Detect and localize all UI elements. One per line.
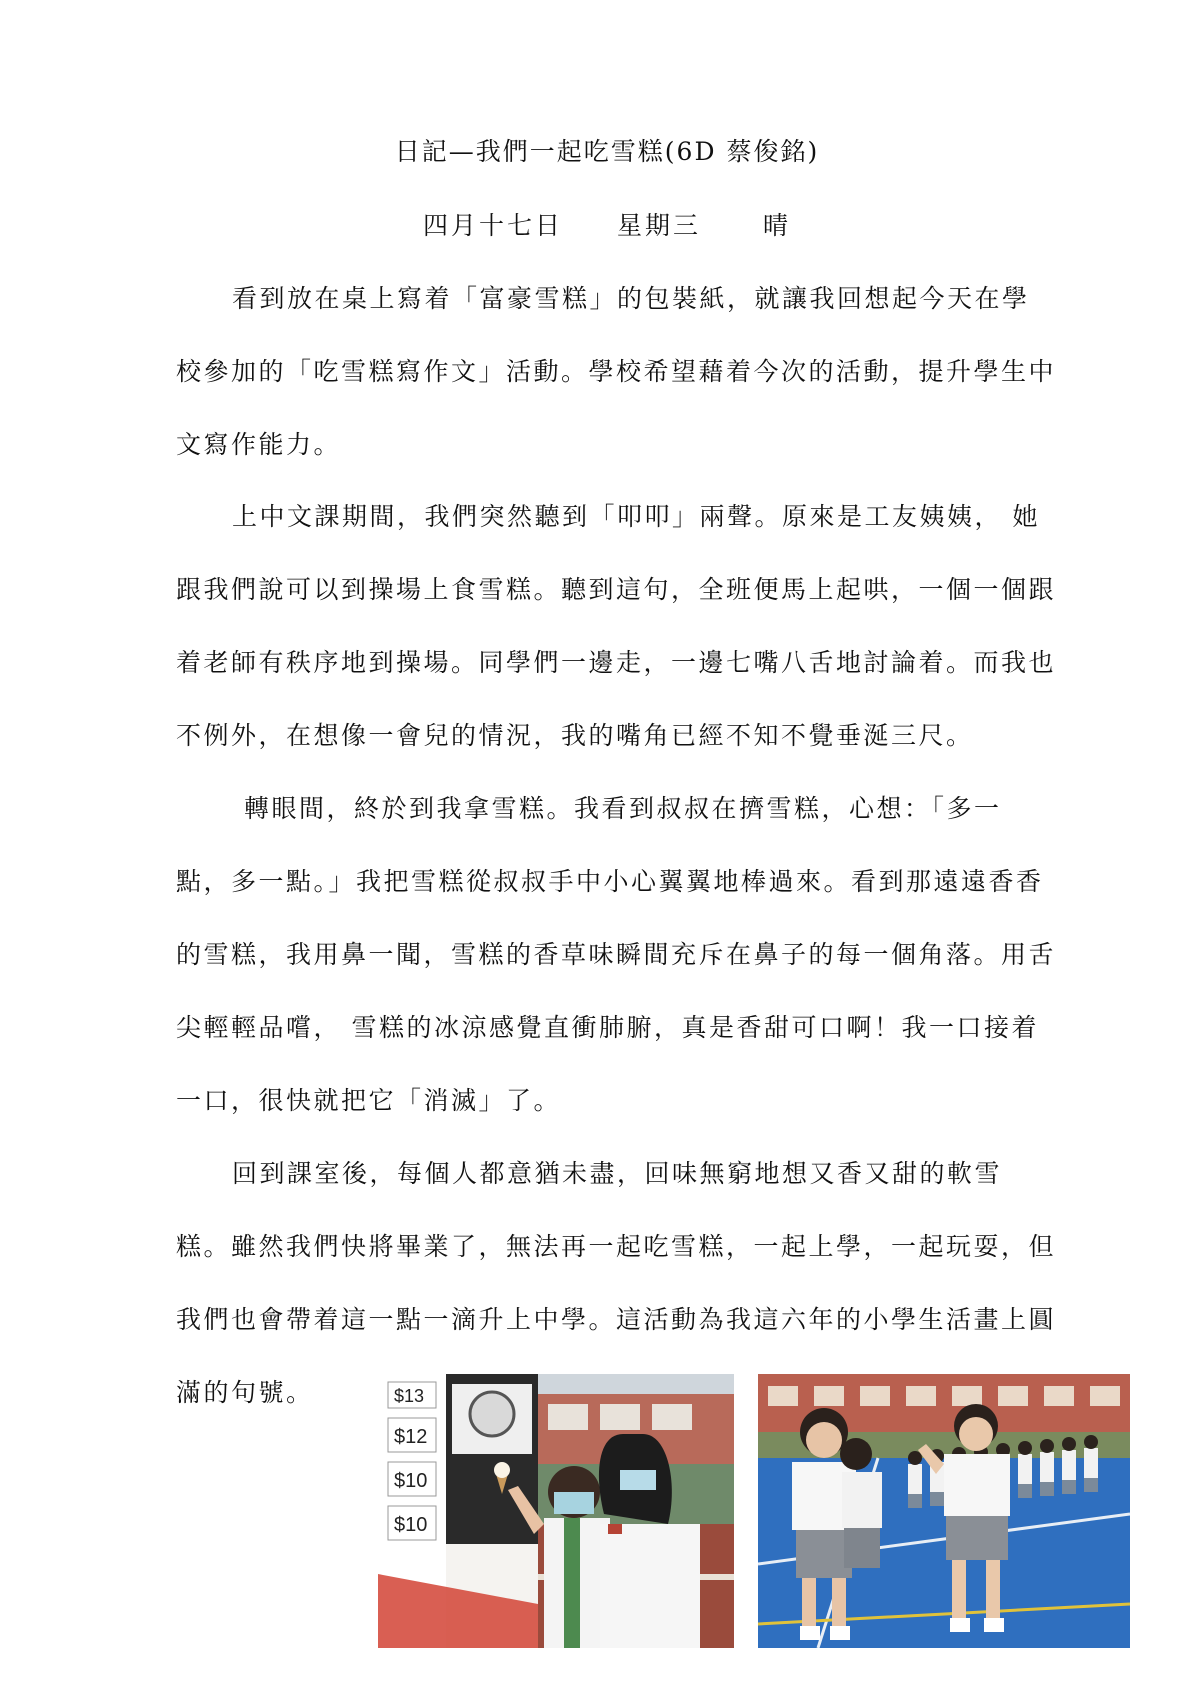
price-top-label: $13 <box>394 1386 425 1406</box>
paragraph-4: 回到課室後，每個人都意猶未盡，回味無窮地想又香又甜的軟雪糕。雖然我們快將畢業了，無法再一起吃雪糕，一起上學，一起玩耍，但我們也會帶着這一點一滴升上中學。這活動為我這六年的小學生活畫上圓滿的句號。 <box>176 1159 1057 1407</box>
paragraph-2: 上中文課期間，我們突然聽到「叩叩」兩聲。原來是工友姨姨， 她跟我們說可以到操場上食雪糕。聽到這句，全班便馬上起哄，一個一個跟着老師有秩序地到操場。同學們一邊走，一邊七嘴八舌地討論着。而我也不例外，在想像一會兒的情況，我的嘴角已經不知不覺垂涎三尺。 <box>176 502 1057 750</box>
photo-ice-cream-truck-image <box>368 1374 734 1648</box>
photo-students-queue <box>758 1374 1130 1648</box>
price-b-label: $10 <box>394 1470 428 1492</box>
date-text: 四月十七日 <box>422 211 563 240</box>
weather-text: 晴 <box>763 211 792 240</box>
price-c-label: $10 <box>394 1514 428 1536</box>
photo-students-queue-image <box>758 1374 1130 1648</box>
price-a-label: $12 <box>394 1426 428 1448</box>
page-title: 日記—我們一起吃雪糕(6D 蔡俊銘) <box>394 137 820 166</box>
paragraph-1: 看到放在桌上寫着「富豪雪糕」的包裝紙，就讓我回想起今天在學校參加的「吃雪糕寫作文」活動。學校希望藉着今次的活動，提升學生中文寫作能力。 <box>176 284 1057 459</box>
weekday-text: 星期三 <box>616 211 701 240</box>
paragraph-3: 轉眼間，終於到我拿雪糕。我看到叔叔在擠雪糕，心想：「多一點，多一點。」我把雪糕從叔叔手中小心翼翼地棒過來。看到那遠遠香香的雪糕，我用鼻一聞，雪糕的香草味瞬間充斥在鼻子的每一個角落。用舌尖輕輕品嚐， 雪糕的冰涼感覺直衝肺腑，真是香甜可口啊！我一口接着一口，很快就把它「消滅」了。 <box>176 794 1057 1115</box>
photo-ice-cream-truck <box>368 1374 734 1648</box>
date-line <box>0 206 1202 242</box>
